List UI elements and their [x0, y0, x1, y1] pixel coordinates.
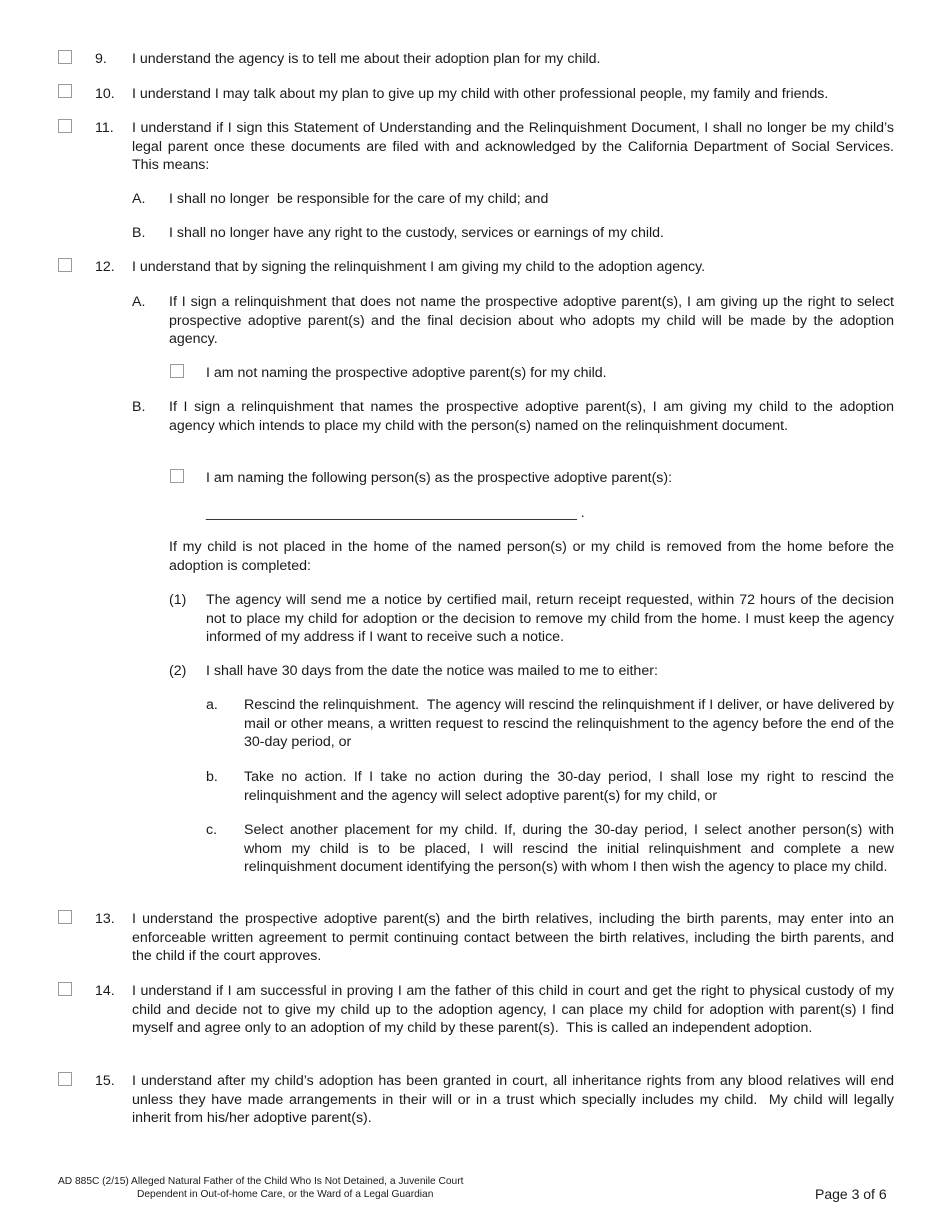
- item-12-b-2-text: I shall have 30 days from the date the notice was mailed to me to either:: [206, 663, 658, 679]
- footer-form-line-2: Dependent in Out-of-home Care, or the Ward of a Legal Guardian: [137, 1189, 434, 1200]
- item-12-b-label: B.: [132, 399, 146, 415]
- item-11-a-text: I shall no longer be responsible for the care of my child; and: [169, 191, 549, 207]
- not-naming-parents-checkbox[interactable]: [170, 364, 184, 378]
- item-14-number: 14.: [95, 983, 115, 999]
- item-9-text: I understand the agency is to tell me about their adoption plan for my child.: [132, 51, 601, 67]
- naming-parents-checkbox[interactable]: [170, 469, 184, 483]
- item-12-number: 12.: [95, 259, 115, 275]
- item-12-a-label: A.: [132, 294, 146, 310]
- item-12-b-2-a-text: Rescind the relinquishment. The agency will rescind the relinquishment if I deliver, or have delivered by mail or other means, a written request to rescind the relinquishment to the agency before the end of the 30-day period, or: [244, 697, 898, 751]
- item-12-b-2-a-label: a.: [206, 697, 218, 713]
- item-10-text: I understand I may talk about my plan to give up my child with other professional people, my family and friends.: [132, 86, 829, 102]
- footer-form-id: [58, 1175, 463, 1201]
- item-12-b-1-label: (1): [169, 592, 187, 608]
- item-9-checkbox[interactable]: [58, 50, 72, 64]
- item-10-checkbox[interactable]: [58, 84, 72, 98]
- item-11-b-label: B.: [132, 225, 146, 241]
- item-15-text: I understand after my child’s adoption has been granted in court, all inheritance rights from any blood relatives will end unless they have made arrangements in their will or in a trust which specially includes my child. My child will legally inherit from his/her adoptive parent(s).: [132, 1073, 898, 1127]
- item-12-b-if-text: If my child is not placed in the home of the named person(s) or my child is removed from the home before the adoption is completed:: [169, 539, 894, 574]
- item-10-number: 10.: [95, 86, 115, 102]
- item-12-b-2-b-text: Take no action. If I take no action during the 30-day period, I shall lose my right to rescind the relinquishment and the agency will select adoptive parent(s) for my child, or: [244, 769, 894, 804]
- item-11-b-text: I shall no longer have any right to the custody, services or earnings of my child.: [169, 225, 664, 241]
- item-11-a-label: A.: [132, 191, 146, 207]
- item-14-text: I understand if I am successful in proving I am the father of this child in court and get the right to physical custody of my child and decide not to give my child up to the adoption agency, I can place my child for adoption with parent(s) I find myself and agree only to an adoption of my child by these parent(s). This is called an independent adoption.: [132, 983, 898, 1037]
- item-12-b-2-c-label: c.: [206, 822, 218, 838]
- item-11-text: I understand if I sign this Statement of Understanding and the Relinquishment Document, I shall no longer be my child’s legal parent once these documents are filed with and acknowledged by the California Department of Social Services. This means:: [132, 120, 894, 174]
- item-12-b-2-label: (2): [169, 663, 187, 679]
- item-14-checkbox[interactable]: [58, 982, 72, 996]
- item-12-checkbox[interactable]: [58, 258, 72, 272]
- item-15-checkbox[interactable]: [58, 1072, 72, 1086]
- page-number: Page 3 of 6: [815, 1186, 887, 1202]
- item-12-b-text: If I sign a relinquishment that names the prospective adoptive parent(s), I am giving my child to the adoption agency which intends to place my child with the person(s) named on the relinquishment document.: [169, 399, 894, 434]
- item-11-checkbox[interactable]: [58, 119, 72, 133]
- item-13-text: I understand the prospective adoptive parent(s) and the birth relatives, including the birth parents, may enter into an enforceable written agreement to permit continuing contact between the birth relatives, including the birth parents, and the child if the court approves.: [132, 911, 894, 965]
- item-12-b-1-text: The agency will send me a notice by certified mail, return receipt requested, within 72 hours of the decision not to place my child for adoption or the decision to remove my child from the home. I must keep the agency informed of my address if I want to receive such a notice.: [206, 592, 894, 646]
- prospective-parents-name-line[interactable]: _______________________________________________ .: [206, 505, 585, 521]
- item-13-number: 13.: [95, 911, 115, 927]
- footer-form-line-1: AD 885C (2/15) Alleged Natural Father of the Child Who Is Not Detained, a Juvenile Court: [58, 1176, 464, 1187]
- item-12-b-2-c-text: Select another placement for my child. If, during the 30-day period, I select another person(s) with whom my child is to be placed, I will rescind the initial relinquishment and complete a new relinquishment document identifying the person(s) with whom I then wish the agency to place my child.: [244, 822, 894, 876]
- item-9-number: 9.: [95, 51, 107, 67]
- item-13-checkbox[interactable]: [58, 910, 72, 924]
- item-15-number: 15.: [95, 1073, 115, 1089]
- item-12-text: I understand that by signing the relinquishment I am giving my child to the adoption agency.: [132, 259, 706, 275]
- naming-parents-text: I am naming the following person(s) as the prospective adoptive parent(s):: [206, 470, 673, 486]
- item-11-number: 11.: [95, 120, 114, 136]
- not-naming-parents-text: I am not naming the prospective adoptive parent(s) for my child.: [206, 365, 607, 381]
- item-12-a-text: If I sign a relinquishment that does not name the prospective adoptive parent(s), I am giving up the right to select prospective adoptive parent(s) and the final decision about who adopts my child will be made by the adoption agency.: [169, 294, 894, 348]
- item-12-b-2-b-label: b.: [206, 769, 218, 785]
